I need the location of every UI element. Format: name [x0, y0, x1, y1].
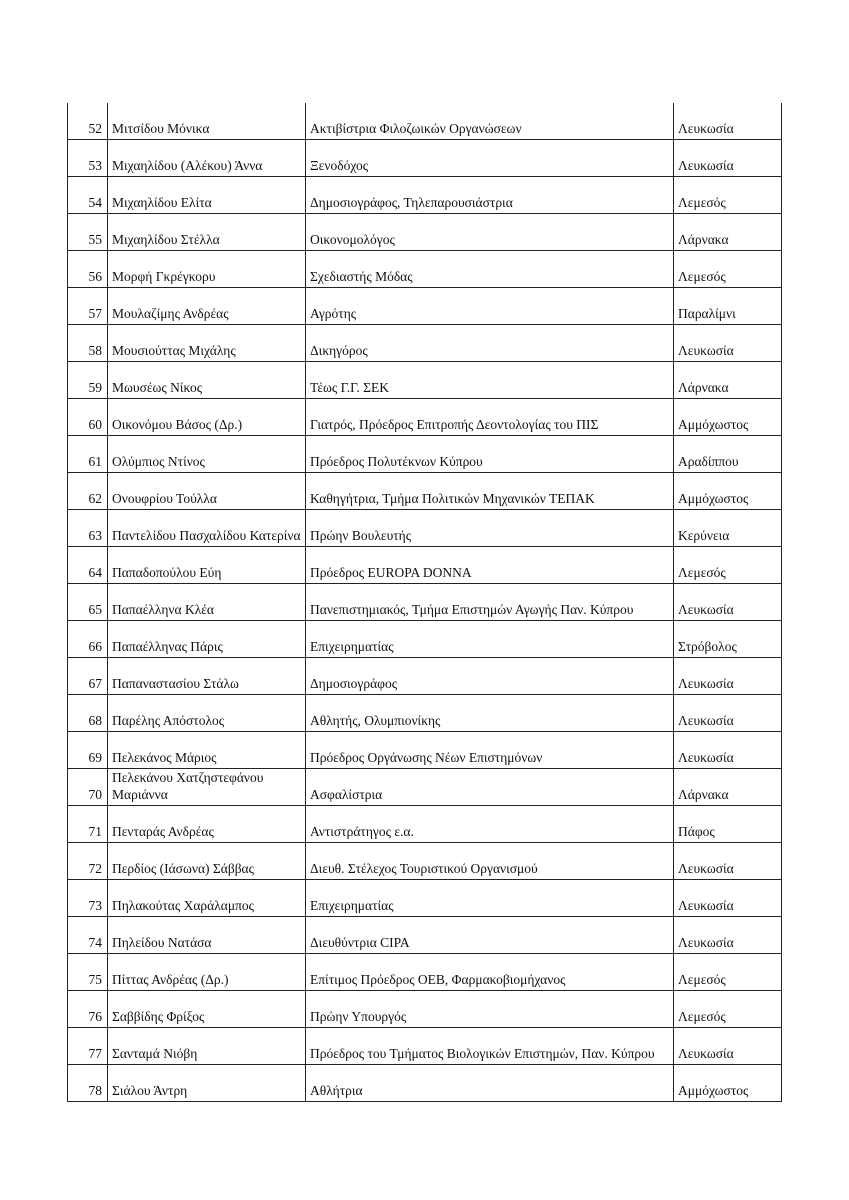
- city: Λεμεσός: [674, 547, 782, 584]
- table-row: [68, 214, 782, 251]
- members-table-body: [68, 103, 782, 1102]
- row-number: 62: [68, 473, 108, 510]
- row-number: 60: [68, 399, 108, 436]
- person-name: Πελεκάνου Χατζηστεφάνου Μαριάννα: [108, 769, 306, 806]
- city: Παραλίμνι: [674, 288, 782, 325]
- city: Λάρνακα: [674, 769, 782, 806]
- city: Αραδίππου: [674, 436, 782, 473]
- city: Λευκωσία: [674, 917, 782, 954]
- table-row: [68, 806, 782, 843]
- table-row: [68, 288, 782, 325]
- table-row: [68, 917, 782, 954]
- occupation: Διευθ. Στέλεχος Τουριστικού Οργανισμού: [306, 843, 674, 880]
- table-row: [68, 1065, 782, 1102]
- occupation: Πρόεδρος του Τμήματος Βιολογικών Επιστημών, Παν. Κύπρου: [306, 1028, 674, 1065]
- table-row: [68, 362, 782, 399]
- city: Λάρνακα: [674, 214, 782, 251]
- occupation: Ξενοδόχος: [306, 140, 674, 177]
- person-name: Πελεκάνος Μάριος: [108, 732, 306, 769]
- table-row: [68, 695, 782, 732]
- occupation: Γιατρός, Πρόεδρος Επιτροπής Δεοντολογίας του ΠΙΣ: [306, 399, 674, 436]
- occupation: Διευθύντρια CIPA: [306, 917, 674, 954]
- row-number: 63: [68, 510, 108, 547]
- city: Λευκωσία: [674, 584, 782, 621]
- table-row: [68, 769, 782, 806]
- table-row: [68, 177, 782, 214]
- row-number: 56: [68, 251, 108, 288]
- row-number: 74: [68, 917, 108, 954]
- city: Κερύνεια: [674, 510, 782, 547]
- row-number: 66: [68, 621, 108, 658]
- occupation: Ασφαλίστρια: [306, 769, 674, 806]
- person-name: Παπαναστασίου Στάλω: [108, 658, 306, 695]
- person-name: Μουσιούττας Μιχάλης: [108, 325, 306, 362]
- row-number: 61: [68, 436, 108, 473]
- person-name: Μουλαζίμης Ανδρέας: [108, 288, 306, 325]
- row-number: 75: [68, 954, 108, 991]
- table-row: [68, 251, 782, 288]
- city: Αμμόχωστος: [674, 473, 782, 510]
- row-number: 70: [68, 769, 108, 806]
- table-row: [68, 880, 782, 917]
- city: Λευκωσία: [674, 843, 782, 880]
- city: Πάφος: [674, 806, 782, 843]
- members-table: [67, 103, 782, 1102]
- table-row: [68, 399, 782, 436]
- row-number: 69: [68, 732, 108, 769]
- city: Λεμεσός: [674, 991, 782, 1028]
- occupation: Πανεπιστημιακός, Τμήμα Επιστημών Αγωγής Παν. Κύπρου: [306, 584, 674, 621]
- row-number: 71: [68, 806, 108, 843]
- occupation: Πρόεδρος EUROPA DONNA: [306, 547, 674, 584]
- person-name: Μιχαηλίδου (Αλέκου) Άννα: [108, 140, 306, 177]
- occupation: Οικονομολόγος: [306, 214, 674, 251]
- table-row: [68, 1028, 782, 1065]
- person-name: Ολύμπιος Ντίνος: [108, 436, 306, 473]
- occupation: Αθλητής, Ολυμπιονίκης: [306, 695, 674, 732]
- city: Λευκωσία: [674, 658, 782, 695]
- city: Λάρνακα: [674, 362, 782, 399]
- city: Λεμεσός: [674, 954, 782, 991]
- person-name: Παπαδοπούλου Εύη: [108, 547, 306, 584]
- city: Λευκωσία: [674, 325, 782, 362]
- city: Λευκωσία: [674, 695, 782, 732]
- row-number: 54: [68, 177, 108, 214]
- occupation: Σχεδιαστής Μόδας: [306, 251, 674, 288]
- row-number: 53: [68, 140, 108, 177]
- occupation: Καθηγήτρια, Τμήμα Πολιτικών Μηχανικών ΤΕΠΑΚ: [306, 473, 674, 510]
- row-number: 58: [68, 325, 108, 362]
- person-name: Μωυσέως Νίκος: [108, 362, 306, 399]
- table-row: [68, 843, 782, 880]
- person-name: Παντελίδου Πασχαλίδου Κατερίνα: [108, 510, 306, 547]
- city: Λευκωσία: [674, 1028, 782, 1065]
- table-row: [68, 436, 782, 473]
- occupation: Ακτιβίστρια Φιλοζωικών Οργανώσεων: [306, 103, 674, 140]
- person-name: Πηλείδου Νατάσα: [108, 917, 306, 954]
- person-name: Πενταράς Ανδρέας: [108, 806, 306, 843]
- occupation: Επιχειρηματίας: [306, 880, 674, 917]
- city: Λεμεσός: [674, 177, 782, 214]
- person-name: Μορφή Γκρέγκορυ: [108, 251, 306, 288]
- person-name: Σανταμά Νιόβη: [108, 1028, 306, 1065]
- person-name: Ονουφρίου Τούλλα: [108, 473, 306, 510]
- person-name: Μιχαηλίδου Στέλλα: [108, 214, 306, 251]
- table-row: [68, 510, 782, 547]
- person-name: Μιτσίδου Μόνικα: [108, 103, 306, 140]
- occupation: Επίτιμος Πρόεδρος ΟΕΒ, Φαρμακοβιομήχανος: [306, 954, 674, 991]
- occupation: Αθλήτρια: [306, 1065, 674, 1102]
- occupation: Πρόεδρος Πολυτέκνων Κύπρου: [306, 436, 674, 473]
- row-number: 78: [68, 1065, 108, 1102]
- city: Αμμόχωστος: [674, 399, 782, 436]
- occupation: Πρώην Υπουργός: [306, 991, 674, 1028]
- person-name: Παπαέλληνας Πάρις: [108, 621, 306, 658]
- city: Λευκωσία: [674, 103, 782, 140]
- table-row: [68, 991, 782, 1028]
- person-name: Οικονόμου Βάσος (Δρ.): [108, 399, 306, 436]
- occupation: Δικηγόρος: [306, 325, 674, 362]
- table-row: [68, 954, 782, 991]
- person-name: Σαββίδης Φρίξος: [108, 991, 306, 1028]
- occupation: Αγρότης: [306, 288, 674, 325]
- table-row: [68, 547, 782, 584]
- row-number: 67: [68, 658, 108, 695]
- row-number: 73: [68, 880, 108, 917]
- person-name: Παπαέλληνα Κλέα: [108, 584, 306, 621]
- table-row: [68, 103, 782, 140]
- city: Στρόβολος: [674, 621, 782, 658]
- row-number: 72: [68, 843, 108, 880]
- occupation: Πρώην Βουλευτής: [306, 510, 674, 547]
- table-row: [68, 140, 782, 177]
- person-name: Περδίος (Ιάσωνα) Σάββας: [108, 843, 306, 880]
- table-row: [68, 584, 782, 621]
- row-number: 57: [68, 288, 108, 325]
- person-name: Πηλακούτας Χαράλαμπος: [108, 880, 306, 917]
- person-name: Πίττας Ανδρέας (Δρ.): [108, 954, 306, 991]
- person-name: Μιχαηλίδου Ελίτα: [108, 177, 306, 214]
- occupation: Δημοσιογράφος, Τηλεπαρουσιάστρια: [306, 177, 674, 214]
- occupation: Πρόεδρος Οργάνωσης Νέων Επιστημόνων: [306, 732, 674, 769]
- city: Αμμόχωστος: [674, 1065, 782, 1102]
- row-number: 59: [68, 362, 108, 399]
- row-number: 68: [68, 695, 108, 732]
- person-name: Σιάλου Άντρη: [108, 1065, 306, 1102]
- row-number: 65: [68, 584, 108, 621]
- city: Λεμεσός: [674, 251, 782, 288]
- row-number: 64: [68, 547, 108, 584]
- table-row: [68, 732, 782, 769]
- occupation: Δημοσιογράφος: [306, 658, 674, 695]
- table-row: [68, 325, 782, 362]
- row-number: 76: [68, 991, 108, 1028]
- table-row: [68, 473, 782, 510]
- city: Λευκωσία: [674, 140, 782, 177]
- row-number: 52: [68, 103, 108, 140]
- occupation: Επιχειρηματίας: [306, 621, 674, 658]
- occupation: Αντιστράτηγος ε.α.: [306, 806, 674, 843]
- row-number: 77: [68, 1028, 108, 1065]
- row-number: 55: [68, 214, 108, 251]
- city: Λευκωσία: [674, 880, 782, 917]
- city: Λευκωσία: [674, 732, 782, 769]
- occupation: Τέως Γ.Γ. ΣΕΚ: [306, 362, 674, 399]
- table-row: [68, 621, 782, 658]
- person-name: Παρέλης Απόστολος: [108, 695, 306, 732]
- table-row: [68, 658, 782, 695]
